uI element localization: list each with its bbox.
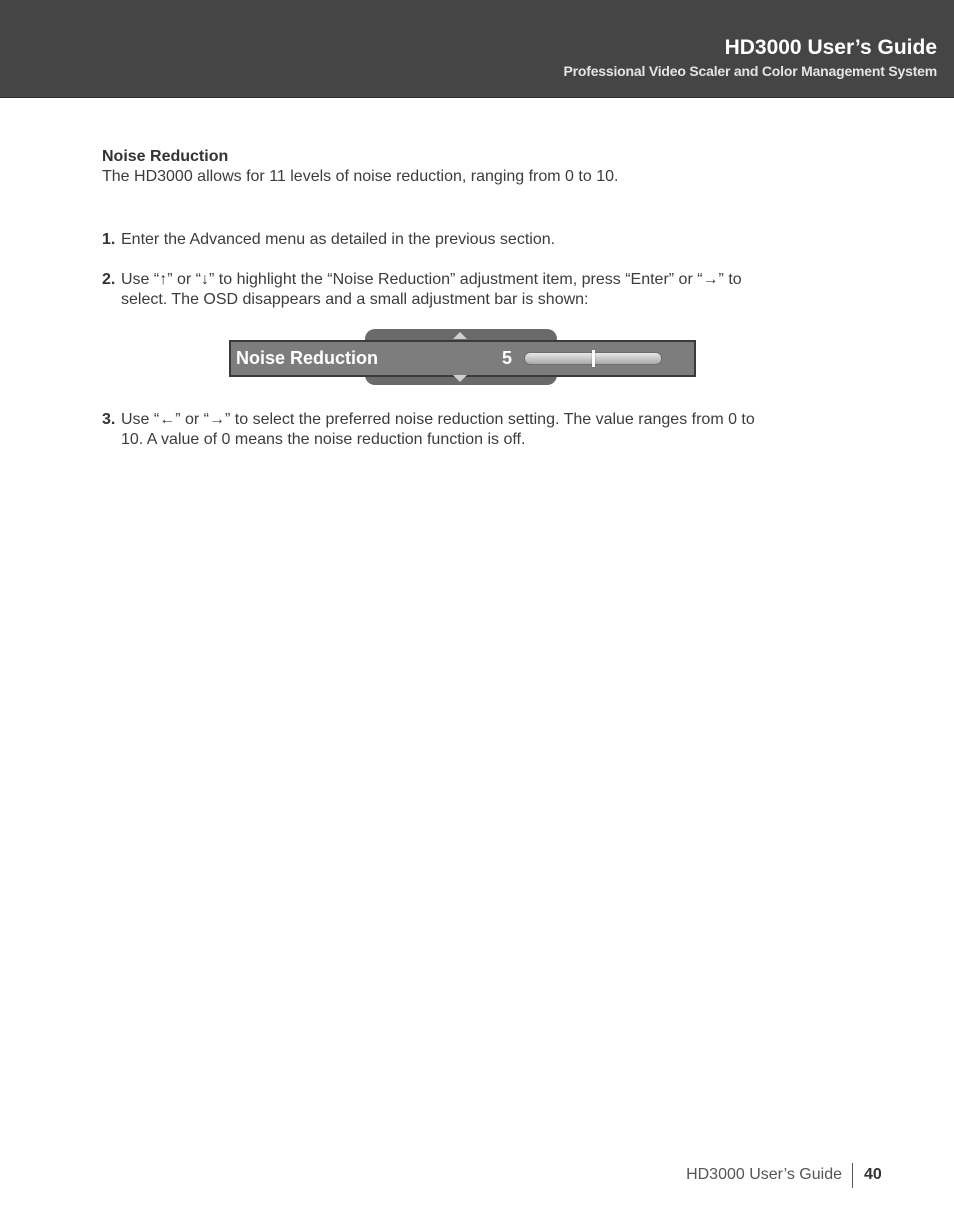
osd-value: 5 <box>502 348 513 368</box>
section-intro: The HD3000 allows for 11 levels of noise reduction, ranging from 0 to 10. <box>102 168 619 185</box>
triangle-down-icon <box>453 375 467 382</box>
footer-divider <box>852 1163 853 1188</box>
step-text: Use “↑” or “↓” to highlight the “Noise Reduction” adjustment item, press “Enter” or “→” to <box>121 271 742 288</box>
osd-adjustment-bar <box>229 329 696 385</box>
osd-label: Noise Reduction <box>236 348 379 368</box>
footer-guide-title: HD3000 User’s Guide <box>686 1166 842 1183</box>
step-number: 2. <box>102 271 116 288</box>
step-2 <box>102 270 822 310</box>
section-heading: Noise Reduction <box>102 148 229 165</box>
page-header <box>0 0 954 98</box>
osd-bar-body <box>229 340 696 377</box>
step-text: Use “←” or “→” to select the preferred noise reduction setting. The value ranges from 0 to <box>121 411 755 428</box>
step-text: Enter the Advanced menu as detailed in the previous section. <box>121 231 556 248</box>
step-number: 1. <box>102 231 116 248</box>
step-number: 3. <box>102 411 116 428</box>
page-number: 40 <box>864 1166 882 1183</box>
osd-slider-track <box>524 352 662 365</box>
document-title: HD3000 User’s Guide <box>724 36 937 59</box>
step-text-continued: 10. A value of 0 means the noise reduction function is off. <box>121 431 526 448</box>
triangle-up-icon <box>453 332 467 339</box>
step-1 <box>102 230 822 250</box>
step-text-continued: select. The OSD disappears and a small adjustment bar is shown: <box>121 291 589 308</box>
osd-slider-thumb <box>592 350 595 367</box>
document-subtitle: Professional Video Scaler and Color Management System <box>563 63 937 79</box>
step-3 <box>102 410 822 450</box>
